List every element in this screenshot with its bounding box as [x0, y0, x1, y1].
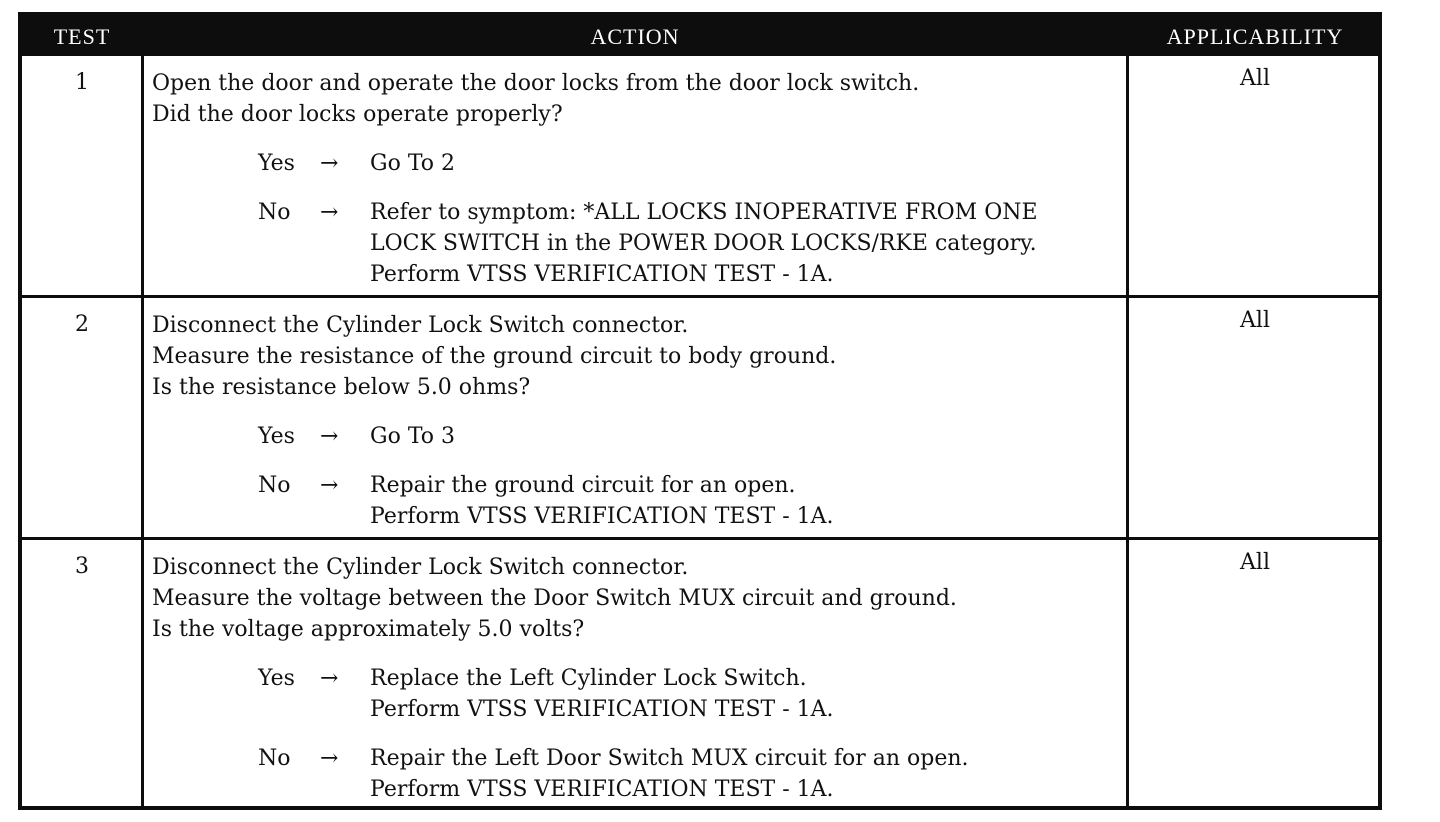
header-action: ACTION: [590, 24, 680, 49]
header-test: TEST: [53, 24, 111, 49]
action-cell: [152, 552, 1127, 805]
table-row: [22, 298, 1378, 537]
action-cell: [152, 310, 1127, 532]
no-result: Perform VTSS VERIFICATION TEST - 1A.: [370, 504, 834, 529]
header-applicability: APPLICABILITY: [1166, 24, 1344, 49]
yes-label: Yes: [258, 151, 295, 176]
no-result: LOCK SWITCH in the POWER DOOR LOCKS/RKE category.: [370, 231, 1037, 256]
step-text: Disconnect the Cylinder Lock Switch connector.: [152, 555, 689, 580]
step-text: Did the door locks operate properly?: [152, 102, 563, 127]
yes-branch: [258, 148, 1127, 179]
step-text: Is the voltage approximately 5.0 volts?: [152, 617, 585, 642]
yes-result: Go To 3: [370, 424, 456, 449]
no-result: Perform VTSS VERIFICATION TEST - 1A.: [370, 262, 834, 287]
table-row: [22, 540, 1378, 806]
arrow-right-icon: →: [320, 746, 339, 771]
table-row: [22, 56, 1378, 296]
step-text: Is the resistance below 5.0 ohms?: [152, 375, 531, 400]
diagnostic-test-table: [18, 12, 1382, 810]
action-cell: [152, 68, 1127, 290]
arrow-right-icon: →: [320, 473, 339, 498]
yes-branch: [258, 421, 1127, 452]
no-result: Refer to symptom: *ALL LOCKS INOPERATIVE FROM ONE: [370, 200, 1038, 225]
no-branch: [258, 470, 1127, 532]
test-number: 1: [75, 70, 89, 95]
no-result: Repair the Left Door Switch MUX circuit for an open.: [370, 746, 969, 771]
arrow-right-icon: →: [320, 151, 339, 176]
table-header: [22, 16, 1378, 56]
yes-branch: [258, 663, 1127, 725]
arrow-right-icon: →: [320, 200, 339, 225]
yes-result: Perform VTSS VERIFICATION TEST - 1A.: [370, 697, 834, 722]
step-text: Measure the resistance of the ground circuit to body ground.: [152, 344, 837, 369]
no-label: No: [258, 473, 291, 498]
step-text: Open the door and operate the door locks from the door lock switch.: [152, 71, 920, 96]
no-result: Perform VTSS VERIFICATION TEST - 1A.: [370, 777, 834, 802]
no-label: No: [258, 746, 291, 771]
arrow-right-icon: →: [320, 666, 339, 691]
applicability-value: All: [1240, 550, 1270, 575]
yes-result: Go To 2: [370, 151, 456, 176]
yes-label: Yes: [258, 666, 295, 691]
no-branch: [258, 743, 1127, 805]
step-text: Disconnect the Cylinder Lock Switch connector.: [152, 313, 689, 338]
applicability-value: All: [1240, 66, 1270, 91]
applicability-value: All: [1240, 308, 1270, 333]
no-branch: [258, 197, 1127, 290]
arrow-right-icon: →: [320, 424, 339, 449]
no-result: Repair the ground circuit for an open.: [370, 473, 796, 498]
no-label: No: [258, 200, 291, 225]
step-text: Measure the voltage between the Door Switch MUX circuit and ground.: [152, 586, 957, 611]
yes-result: Replace the Left Cylinder Lock Switch.: [370, 666, 807, 691]
test-number: 3: [75, 554, 89, 579]
yes-label: Yes: [258, 424, 295, 449]
test-number: 2: [75, 312, 89, 337]
